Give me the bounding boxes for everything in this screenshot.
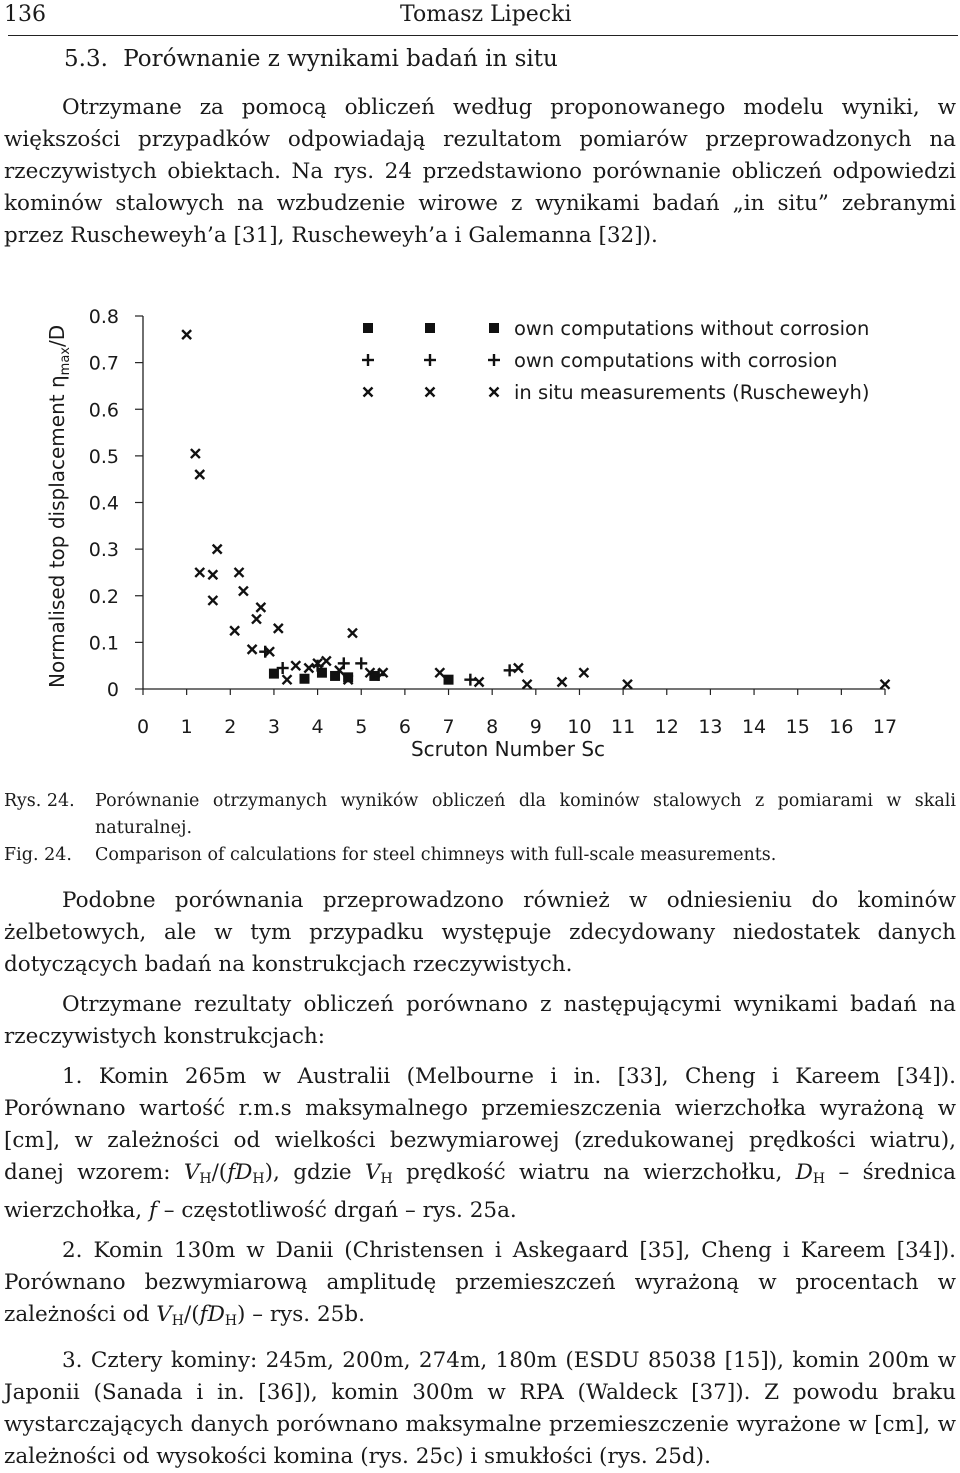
y-axis-label-sub: max xyxy=(58,347,73,376)
legend-marker xyxy=(362,354,374,366)
y-tick-label: 0.6 xyxy=(88,399,119,422)
data-point-x xyxy=(304,664,313,673)
square-marker-shape xyxy=(299,674,309,684)
data-point-x xyxy=(195,568,204,577)
data-point-x xyxy=(256,603,265,612)
data-point-x xyxy=(881,680,890,689)
legend-entry xyxy=(364,381,870,404)
legend-entry xyxy=(363,317,869,340)
y-tick-label: 0.4 xyxy=(88,492,119,515)
x-tick-label: 3 xyxy=(267,716,280,738)
list-item-1: 1. Komin 265m w Australii (Melbourne i in. [33], Cheng i Kareem [34]). Porównano wartość r.m.s maksymalnego przemieszczenia wierzchołka wyrażoną w [cm], w zależności od wielkości bezwymiarowej (zredukowanej prędkości wiatru), danej wzorem: $V_H/(fD_H)$, gdzie $V_H$ prędkość wiatru na wierzchołku, $D_H$ – średnica wierzchołka, f – częstotliwość drgań – rys. 25a. xyxy=(4,1064,956,1223)
data-point-plus xyxy=(355,657,367,669)
data-point-square xyxy=(299,674,309,684)
data-point-x xyxy=(208,596,217,605)
y-tick-label: 0 xyxy=(106,679,119,701)
data-point-x xyxy=(182,330,191,339)
x-tick-label: 0 xyxy=(136,716,150,738)
x-tick-label: 17 xyxy=(872,716,898,738)
legend-label: own computations with corrosion xyxy=(514,349,838,372)
data-point-x xyxy=(322,657,331,666)
data-point-square xyxy=(269,669,279,679)
chart-legend xyxy=(362,317,870,404)
data-point-x xyxy=(514,664,523,673)
x-tick-label: 9 xyxy=(529,716,542,738)
data-point-x xyxy=(558,678,567,687)
x-tick-label: 10 xyxy=(567,716,592,738)
data-point-x xyxy=(435,668,444,677)
legend-marker xyxy=(424,354,436,366)
page-number: 136 xyxy=(4,2,46,27)
list-item-2: 2. Komin 130m w Danii (Christensen i Askegaard [35], Cheng i Kareem [34]). Porównano bezwymiarową amplitudę przemieszczeń wyrażoną w procentach w zależności od $V_H/(fD_H)$ – rys. 25b. xyxy=(4,1238,956,1329)
x-tick-label: 12 xyxy=(654,716,679,738)
x-tick-label: 6 xyxy=(398,716,411,738)
x-tick-label: 8 xyxy=(486,716,499,738)
body-p1: Podobne porównania przeprowadzono również w odniesieniu do kominów żelbetowych, ale w tym przypadku występuje zdecydowany niedostatek danych dotyczących badań na konstrukcjach rzeczywistych. xyxy=(4,888,956,977)
data-point-x xyxy=(235,568,244,577)
x-axis-label: Scruton Number Sc xyxy=(410,737,606,761)
x-tick-label: 11 xyxy=(611,716,636,738)
y-tick-label: 0.3 xyxy=(88,539,119,562)
legend-marker xyxy=(364,388,373,397)
square-marker-shape xyxy=(363,323,373,333)
y-tick-label: 0.2 xyxy=(88,585,119,608)
x-tick-label: 4 xyxy=(311,716,324,738)
data-point-x xyxy=(579,668,588,677)
data-point-x xyxy=(475,678,484,687)
x-tick-label: 1 xyxy=(180,716,193,738)
data-point-x xyxy=(195,470,204,479)
body-p2: Otrzymane rezultaty obliczeń porównano z następującymi wynikami badań na rzeczywistych konstrukcjach: xyxy=(4,992,956,1049)
square-marker-shape xyxy=(425,323,435,333)
caption-en-label: Fig. 24. xyxy=(4,845,72,865)
y-tick-label: 0.1 xyxy=(88,632,119,655)
y-tick-label: 0.8 xyxy=(88,306,119,328)
x-tick-label: 13 xyxy=(698,716,723,738)
list-item-3: 3. Cztery kominy: 245m, 200m, 274m, 180m (ESDU 85038 [15]), komin 200m w Japonii (Sanada i in. [36]), komin 300m w RPA (Waldeck [37]). Z powodu braku wystarczających danych porównano maksymalne przemieszczenie wyrażone w [cm], w zależności od wysokości komina (rys. 25c) i smukłości (rys. 25d). xyxy=(4,1348,956,1469)
caption-pl xyxy=(4,788,956,842)
legend-label: in situ measurements (Ruscheweyh) xyxy=(514,381,870,404)
x-tick-label: 5 xyxy=(355,716,368,738)
caption-en-text: Comparison of calculations for steel chimneys with full-scale measurements. xyxy=(95,845,777,865)
data-point-x xyxy=(191,449,200,458)
section-number: 5.3. xyxy=(64,46,108,72)
legend-marker xyxy=(489,323,499,333)
data-point-x xyxy=(239,587,248,596)
header-rule xyxy=(8,35,958,36)
x-tick-label: 2 xyxy=(224,716,237,738)
data-point-x xyxy=(274,624,283,633)
legend-label: own computations without corrosion xyxy=(514,317,870,340)
data-point-x xyxy=(291,661,300,670)
data-point-x xyxy=(208,570,217,579)
intro-paragraph xyxy=(4,92,956,252)
section-heading xyxy=(64,46,558,72)
x-tick-label: 14 xyxy=(741,716,767,738)
y-tick-label: 0.7 xyxy=(88,352,119,375)
legend-marker xyxy=(425,323,435,333)
legend-marker xyxy=(488,354,500,366)
legend-marker xyxy=(490,388,499,397)
section-title: Porównanie z wynikami badań in situ xyxy=(123,46,558,72)
body-text xyxy=(4,885,956,1473)
square-marker-shape xyxy=(489,323,499,333)
data-point-x xyxy=(283,675,292,684)
data-point-x xyxy=(252,615,261,624)
data-point-x xyxy=(248,645,257,654)
data-point-x xyxy=(213,545,222,554)
square-marker-shape xyxy=(444,675,454,685)
caption-pl-label: Rys. 24. xyxy=(4,791,75,811)
x-tick-label: 7 xyxy=(442,716,455,738)
running-head-author: Tomasz Lipecki xyxy=(400,2,572,27)
data-point-x xyxy=(523,680,532,689)
y-axis-label-main: Normalised top displacement η xyxy=(45,375,69,688)
data-point-square xyxy=(444,675,454,685)
y-axis-label xyxy=(45,325,73,688)
data-point-x xyxy=(348,629,357,638)
legend-entry xyxy=(362,349,837,372)
legend-marker xyxy=(426,388,435,397)
figure-caption xyxy=(4,788,956,869)
caption-en xyxy=(4,842,956,869)
data-point-x xyxy=(230,626,239,635)
x-tick-label: 15 xyxy=(785,716,810,738)
x-tick-label: 16 xyxy=(829,716,854,738)
intro-text: Otrzymane za pomocą obliczeń według proponowanego modelu wyniki, w większości przypadków odpowiadają rezultatom pomiarów przeprowadzonych na rzeczywistych obiektach. Na rys. 24 przedstawiono porównanie obliczeń odpowiedzi kominów stalowych na wzbudzenie wirowe z wynikami badań „in situ” zebranymi przez Ruscheweyh’a [31], Ruscheweyh’a i Galemanna [32]). xyxy=(4,95,956,248)
data-point-plus xyxy=(504,664,516,676)
legend-marker xyxy=(363,323,373,333)
square-marker-shape xyxy=(269,669,279,679)
y-tick-label: 0.5 xyxy=(88,445,119,468)
data-point-x xyxy=(623,680,632,689)
y-axis-label-end: /D xyxy=(45,324,69,348)
data-point-plus xyxy=(464,674,476,686)
caption-pl-text: Porównanie otrzymanych wyników obliczeń dla kominów stalowych z pomiarami w skali naturalnej. xyxy=(95,791,956,838)
scatter-chart xyxy=(0,290,960,770)
